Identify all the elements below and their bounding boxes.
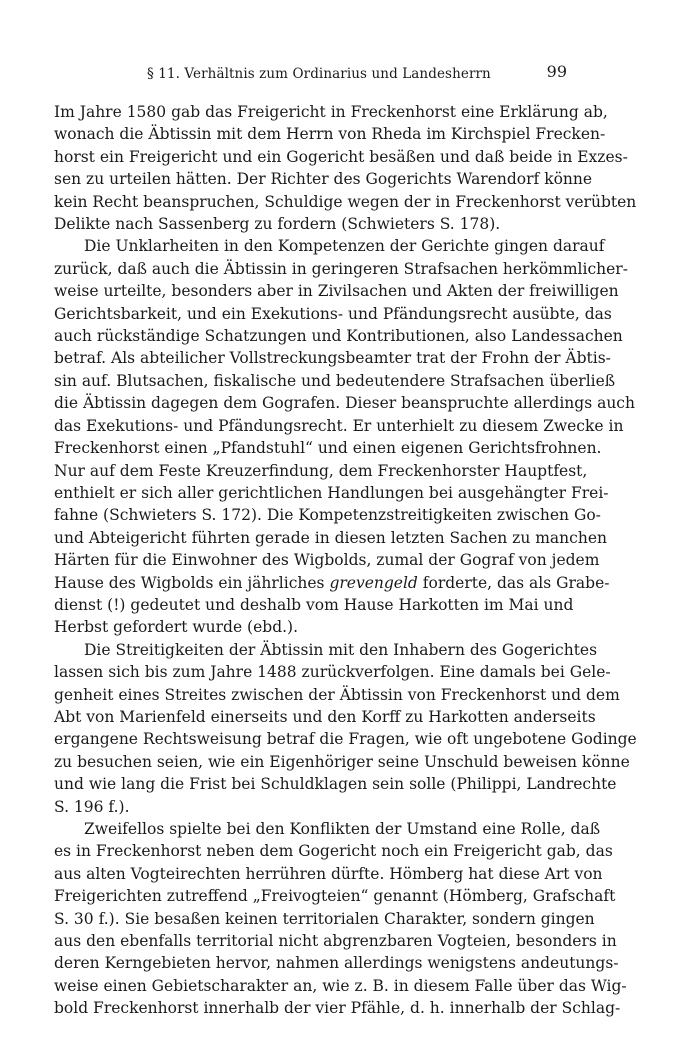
italic-term: grevengeld xyxy=(329,573,418,592)
text-line: Gerichtsbarkeit, und ein Exekutions- und Pfändungsrecht ausübte, das xyxy=(54,304,612,323)
text-line: Im Jahre 1580 gab das Freigericht in Freckenhorst eine Erklärung ab, xyxy=(54,103,608,121)
text-line: Die Unklarheiten in den Kompetenzen der Gerichte gingen darauf xyxy=(84,237,605,256)
text-line: wonach die Äbtissin mit dem Herrn von Rheda im Kirchspiel Frecken- xyxy=(54,125,606,144)
text-line: Freigerichten zutreffend „Freivogteien“ genannt (Hömberg, Grafschaft xyxy=(54,887,616,906)
text-line: betraf. Als abteilicher Vollstreckungsbeamter trat der Frohn der Äbtis- xyxy=(54,349,611,368)
text-line: Härten für die Einwohner des Wigbolds, zumal der Gograf von jedem xyxy=(54,551,600,570)
paragraph-4 xyxy=(54,818,627,1020)
text-line: bold Freckenhorst innerhalb der vier Pfähle, d. h. innerhalb der Schlag- xyxy=(54,999,621,1018)
text-line: zurück, daß auch die Äbtissin in geringeren Strafsachen herkömmlicher- xyxy=(54,259,628,278)
text-line: enthielt er sich aller gerichtlichen Handlungen bei ausgehängter Frei- xyxy=(54,483,609,502)
text-line: S. 30 f.). Sie besaßen keinen territorialen Charakter, sondern gingen xyxy=(54,909,595,928)
body-text xyxy=(54,101,637,1020)
text-line: es in Freckenhorst neben dem Gogericht noch ein Freigericht gab, das xyxy=(54,842,613,861)
text-line: horst ein Freigericht und ein Gogericht besäßen und daß beide in Exzes- xyxy=(54,147,628,166)
text-line: weise einen Gebietscharakter an, wie z. B. in diesem Falle über das Wig- xyxy=(54,976,627,995)
text-line: die Äbtissin dagegen dem Gografen. Dieser beanspruchte allerdings auch xyxy=(54,394,635,413)
text-line: lassen sich bis zum Jahre 1488 zurückverfolgen. Eine damals bei Gele- xyxy=(54,663,611,682)
text-line: genheit eines Streites zwischen der Äbtissin von Freckenhorst und dem xyxy=(54,685,620,704)
text-line: sin auf. Blutsachen, fiskalische und bedeutendere Strafsachen überließ xyxy=(54,371,616,390)
text-line: S. 196 f.). xyxy=(54,797,130,816)
text-line: ergangene Rechtsweisung betraf die Fragen, wie oft ungebotene Godinge xyxy=(54,730,637,749)
text-line: deren Kerngebieten hervor, nahmen allerdings wenigstens andeutungs- xyxy=(54,954,619,973)
text-line: Freckenhorst einen „Pfandstuhl“ und einen eigenen Gerichtsfrohnen. xyxy=(54,439,602,458)
text-line: kein Recht beanspruchen, Schuldige wegen der in Freckenhorst verübten xyxy=(54,192,637,211)
text-segment: forderte, das als Grabe- xyxy=(417,573,610,592)
text-line: und wie lang die Frist bei Schuldklagen sein solle (Philippi, Landrechte xyxy=(54,775,617,794)
text-line: dienst (!) gedeutet und deshalb vom Hause Harkotten im Mai und xyxy=(54,595,574,614)
text-line-with-italic xyxy=(54,572,610,594)
text-line: sen zu urteilen hätten. Der Richter des Gogerichts Warendorf könne xyxy=(54,170,593,189)
text-line: das Exekutions- und Pfändungsrecht. Er unterhielt zu diesem Zwecke in xyxy=(54,416,624,435)
text-line: zu besuchen seien, wie ein Eigenhöriger seine Unschuld beweisen könne xyxy=(54,752,630,771)
text-line: Abt von Marienfeld einerseits und den Korff zu Harkotten anderseits xyxy=(54,707,596,726)
text-line: Zweifellos spielte bei den Konflikten der Umstand eine Rolle, daß xyxy=(84,820,601,838)
running-title: § 11. Verhältnis zum Ordinarius und Landesherrn xyxy=(147,66,491,82)
text-line: Nur auf dem Feste Kreuzerfindung, dem Freckenhorster Hauptfest, xyxy=(54,461,588,480)
text-line: weise urteilte, besonders aber in Zivilsachen und Akten der freiwilligen xyxy=(54,282,619,301)
text-line: aus den ebenfalls territorial nicht abgrenzbaren Vogteien, besonders in xyxy=(54,932,617,951)
text-line: Herbst gefordert wurde (ebd.). xyxy=(54,618,299,637)
text-segment: Hause des Wigbolds ein jährliches xyxy=(54,573,330,592)
text-line: Die Streitigkeiten der Äbtissin mit den Inhabern des Gogerichtes xyxy=(84,640,598,659)
running-head xyxy=(54,62,567,86)
page-number: 99 xyxy=(546,62,567,81)
text-line: auch rückständige Schatzungen und Kontributionen, also Landessachen xyxy=(54,327,623,346)
text-line: und Abteigericht führten gerade in diesen letzten Sachen zu manchen xyxy=(54,528,607,547)
text-line: fahne (Schwieters S. 172). Die Kompetenzstreitigkeiten zwischen Go- xyxy=(54,506,601,525)
text-line: aus alten Vogteirechten herrühren dürfte. Hömberg hat diese Art von xyxy=(54,864,603,883)
paragraph-3 xyxy=(54,639,637,818)
paragraph-1 xyxy=(54,101,637,235)
text-line: Delikte nach Sassenberg zu fordern (Schwieters S. 178). xyxy=(54,215,501,234)
book-page xyxy=(54,62,637,1020)
paragraph-2 xyxy=(54,235,635,638)
